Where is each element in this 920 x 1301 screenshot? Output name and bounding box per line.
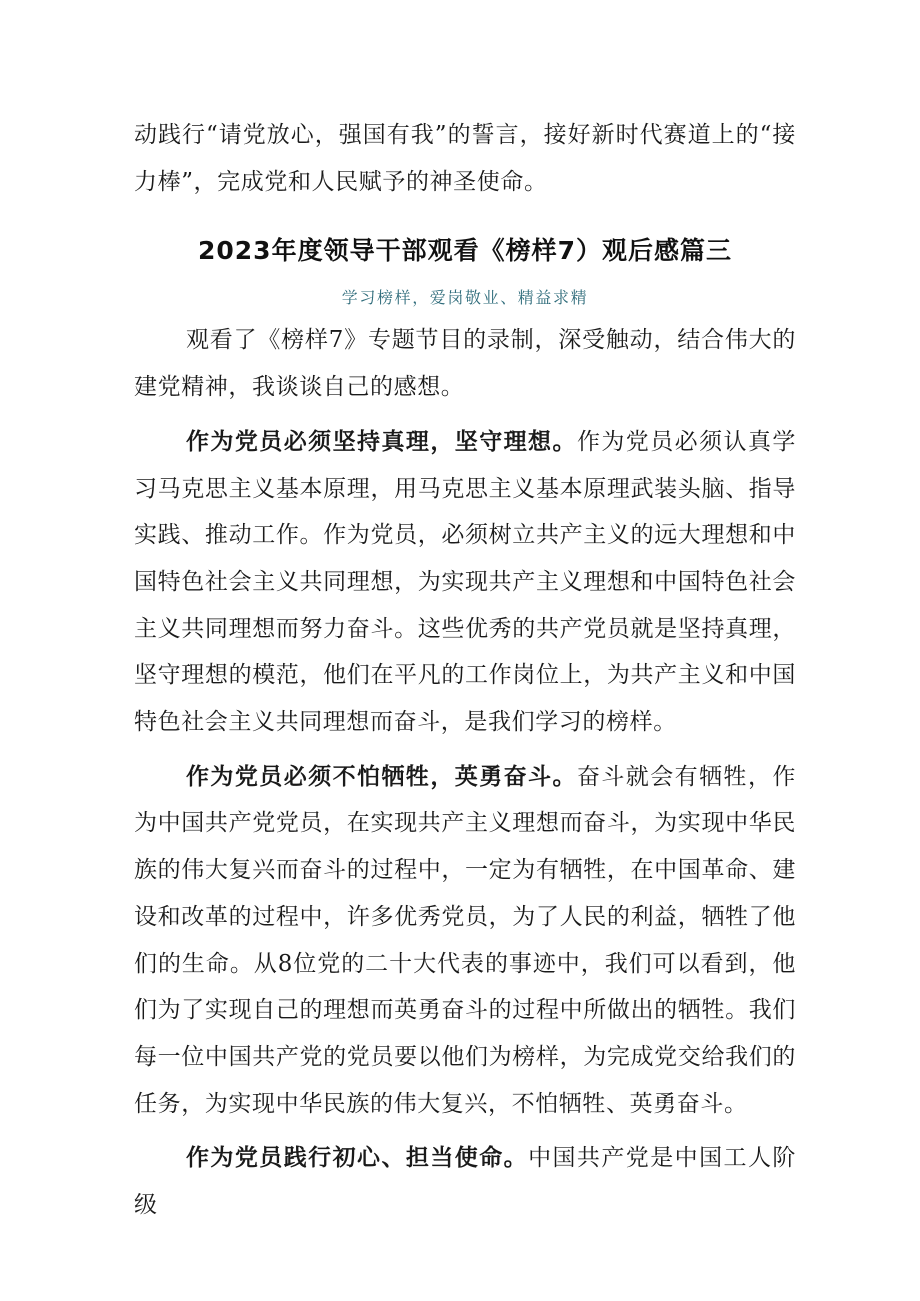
section-paragraph-2 — [134, 754, 796, 1128]
section-body-3: 中国共产党是中国工人阶级 — [134, 1145, 796, 1219]
article-title: 2023年度领导干部观看《榜样7）观后感篇三 — [198, 236, 732, 266]
section-heading-3: 作为党员践行初心、担当使命。 — [186, 1144, 529, 1172]
section-paragraph-1 — [134, 419, 796, 746]
section-body-1: 作为党员必须认真学习马克思主义基本原理，用马克思主义基本原理武装头脑、指导实践、推动工作。作为党员，必须树立共产主义的远大理想和中国特色社会主义共同理想，为实现共产主义理想和中国特色社会主义共同理想而努力奋斗。这些优秀的共产党员就是坚持真理，坚守理想的模范，他们在平凡的工作岗位上，为共产主义和中国特色社会主义共同理想而奋斗，是我们学习的榜样。 — [134, 428, 796, 736]
article-subtitle: 学习榜样，爱岗敬业、精益求精 — [341, 288, 589, 308]
intro-paragraph: 观看了《榜样7》专题节目的录制，深受触动，结合伟大的建党精神，我谈谈自己的感想。 — [134, 327, 796, 401]
section-heading-1: 作为党员必须坚持真理，坚守理想。 — [186, 427, 577, 455]
section-body-2: 奋斗就会有牺牲，作为中国共产党党员，在实现共产主义理想而奋斗，为实现中华民族的伟大复兴而奋斗的过程中，一定为有牺牲，在中国革命、建设和改革的过程中，许多优秀党员，为了人民的利益，牺牲了他们的生命。从8位党的二十大代表的事迹中，我们可以看到，他们为了实现自己的理想而英勇奋斗的过程中所做出的牺牲。我们每一位中国共产党的党员要以他们为榜样，为完成党交给我们的任务，为实现中华民族的伟大复兴，不怕牺牲、英勇奋斗。 — [134, 763, 796, 1117]
section-heading-2: 作为党员必须不怕牺牲，英勇奋斗。 — [186, 762, 577, 790]
document-page — [134, 112, 796, 1229]
section-paragraph-3 — [134, 1135, 796, 1228]
continuation-paragraph: 动践行“请党放心，强国有我”的誓言，接好新时代赛道上的“接力棒”，完成党和人民赋予的神圣使命。 — [134, 122, 796, 195]
